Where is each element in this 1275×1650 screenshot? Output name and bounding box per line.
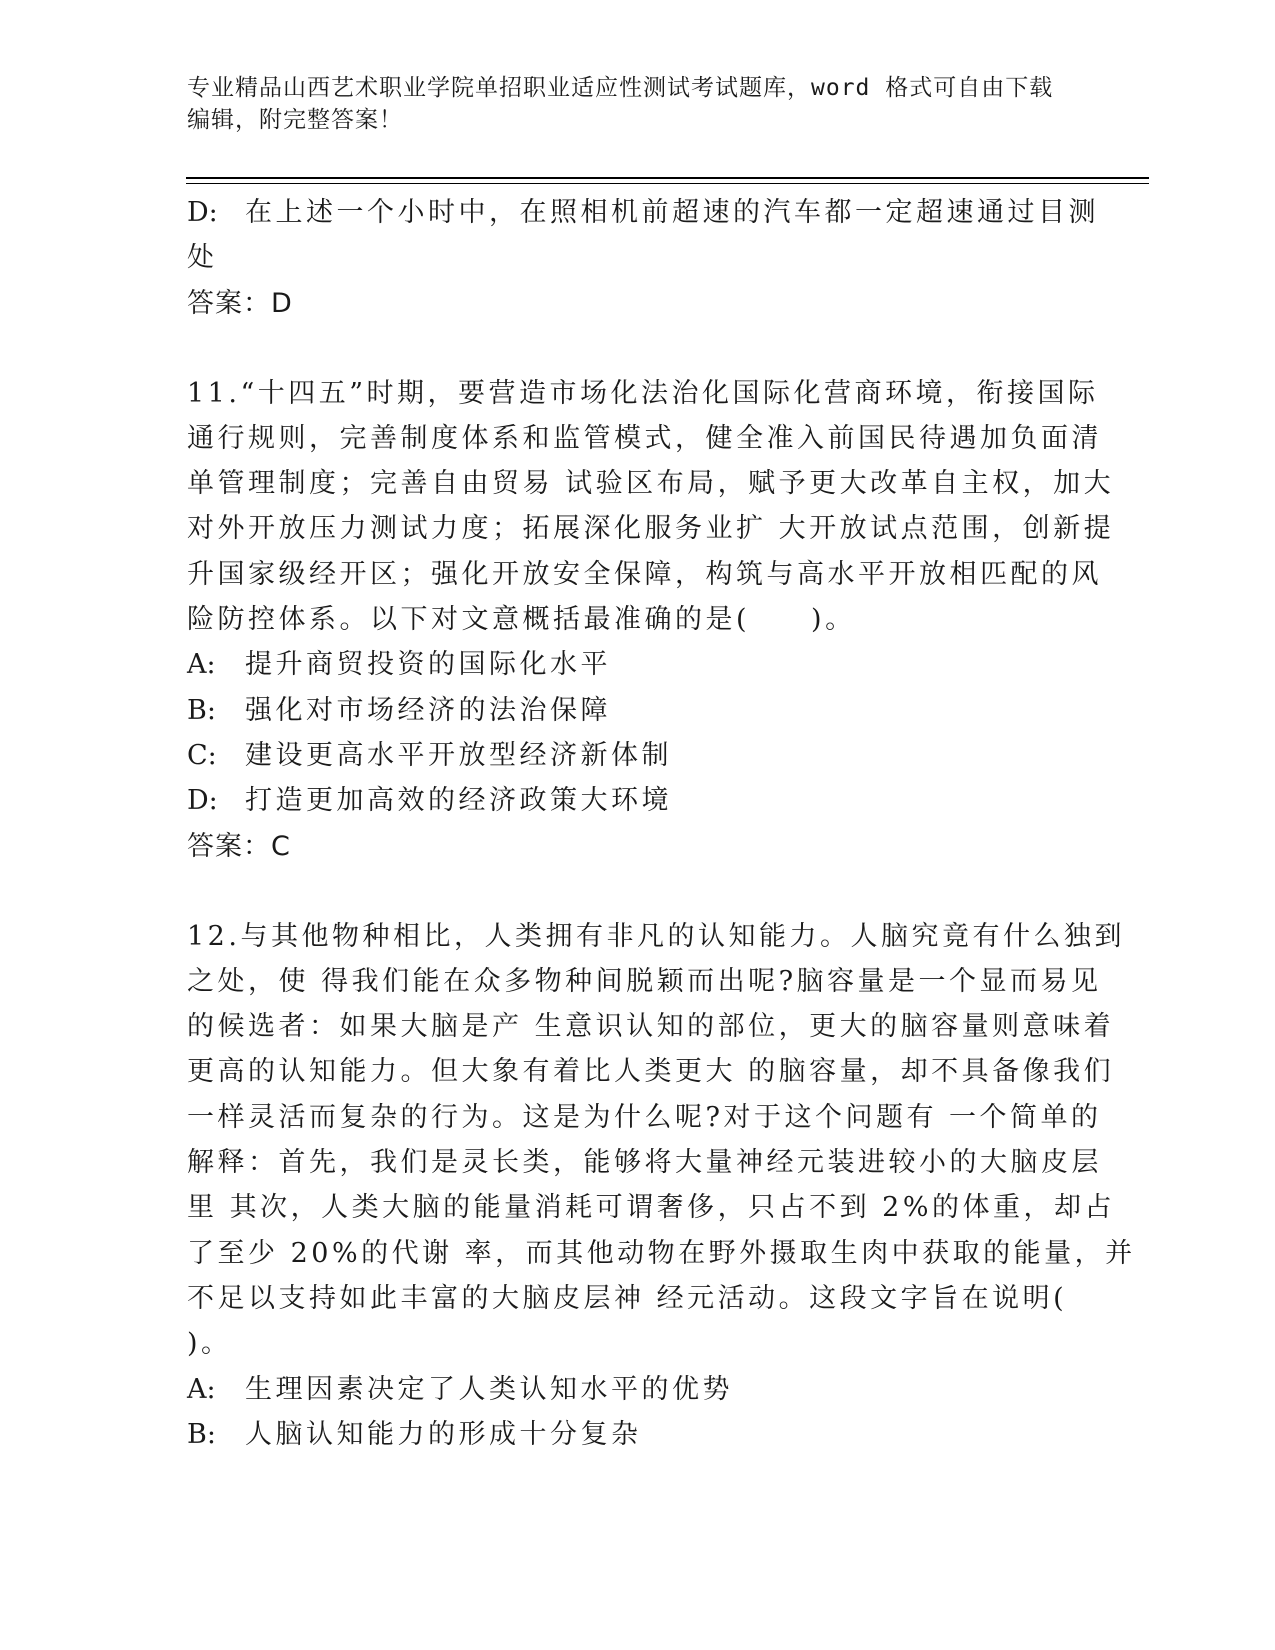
option-text: 生理因素决定了人类认知水平的优势 (245, 1373, 733, 1405)
option-c (187, 733, 1077, 778)
question-text-line: 险防控体系。以下对文意概括最准确的是( )。 (187, 604, 856, 636)
question-text-line: 单管理制度；完善自由贸易 试验区布局，赋予更大改革自主权，加大 (187, 468, 1115, 500)
option-b (187, 1412, 1077, 1457)
question-text-line: 通行规则，完善制度体系和监管模式，健全准入前国民待遇加负面清 (187, 422, 1102, 454)
option-b (187, 688, 1077, 733)
option-text: 在上述一个小时中，在照相机前超速的汽车都一定超速通过目测 (245, 197, 1099, 228)
question-text-line: 一样灵活而复杂的行为。这是为什么呢?对于这个问题有 一个简单的 (187, 1101, 1102, 1133)
question-text-line: 里 其次，人类大脑的能量消耗可谓奢侈，只占不到 2%的体重，却占 (187, 1192, 1115, 1224)
answer-line: 答案：D (187, 287, 293, 319)
question-text-line: 不足以支持如此丰富的大脑皮层神 经元活动。这段文字旨在说明( (187, 1282, 1068, 1314)
option-label: A: (187, 649, 216, 681)
option-d-continuation: 处 (187, 242, 218, 274)
option-text: 提升商贸投资的国际化水平 (245, 649, 611, 681)
question-text-line: 12.与其他物种相比，人类拥有非凡的认知能力。人脑究竟有什么独到 (187, 920, 1125, 952)
spacer (187, 326, 1077, 371)
question-11 (187, 371, 1115, 869)
option-text: 人脑认知能力的形成十分复杂 (245, 1418, 642, 1450)
question-text-line: 对外开放压力测试力度；拓展深化服务业扩 大开放试点范围，创新提 (187, 513, 1115, 545)
question-text-line: 之处，使 得我们能在众多物种间脱颖而出呢?脑容量是一个显而易见 (187, 965, 1102, 997)
spacer (187, 869, 1077, 914)
page-header (187, 72, 1087, 136)
option-label: D: (187, 197, 218, 228)
document-body (187, 190, 1136, 1457)
question-text-line: 升国家级经开区；强化开放安全保障，构筑与高水平开放相匹配的风 (187, 558, 1102, 590)
header-line-2: 编辑，附完整答案！ (187, 107, 403, 133)
option-label: B: (187, 694, 216, 726)
question-12 (187, 914, 1136, 1458)
option-text: 建设更高水平开放型经济新体制 (245, 739, 672, 771)
option-text: 强化对市场经济的法治保障 (245, 694, 611, 726)
option-a (187, 1367, 1077, 1412)
option-d (187, 778, 1077, 823)
answer-line: 答案：C (187, 830, 291, 862)
option-label: D: (187, 785, 218, 817)
question-text-line: 的候选者：如果大脑是产 生意识认知的部位，更大的脑容量则意味着 (187, 1011, 1115, 1043)
option-label: B: (187, 1418, 216, 1450)
option-label: A: (187, 1373, 216, 1405)
header-divider-thick (186, 177, 1149, 179)
question-text-line: 11.“十四五”时期，要营造市场化法治化国际化营商环境，衔接国际 (187, 377, 1099, 409)
question-text-line: )。 (187, 1328, 232, 1360)
header-line-1: 专业精品山西艺术职业学院单招职业适应性测试考试题库，word 格式可自由下载 (187, 75, 1054, 101)
previous-question-tail (187, 190, 1099, 326)
option-label: C: (187, 739, 217, 771)
option-d (187, 190, 1099, 235)
header-divider-thin (186, 183, 1149, 184)
question-text-line: 了至少 20%的代谢 率，而其他动物在野外摄取生肉中获取的能量，并 (187, 1237, 1136, 1269)
option-a (187, 642, 1077, 687)
question-text-line: 更高的认知能力。但大象有着比人类更大 的脑容量，却不具备像我们 (187, 1056, 1115, 1088)
option-text: 打造更加高效的经济政策大环境 (245, 785, 672, 817)
question-text-line: 解释：首先，我们是灵长类，能够将大量神经元装进较小的大脑皮层 (187, 1147, 1102, 1179)
